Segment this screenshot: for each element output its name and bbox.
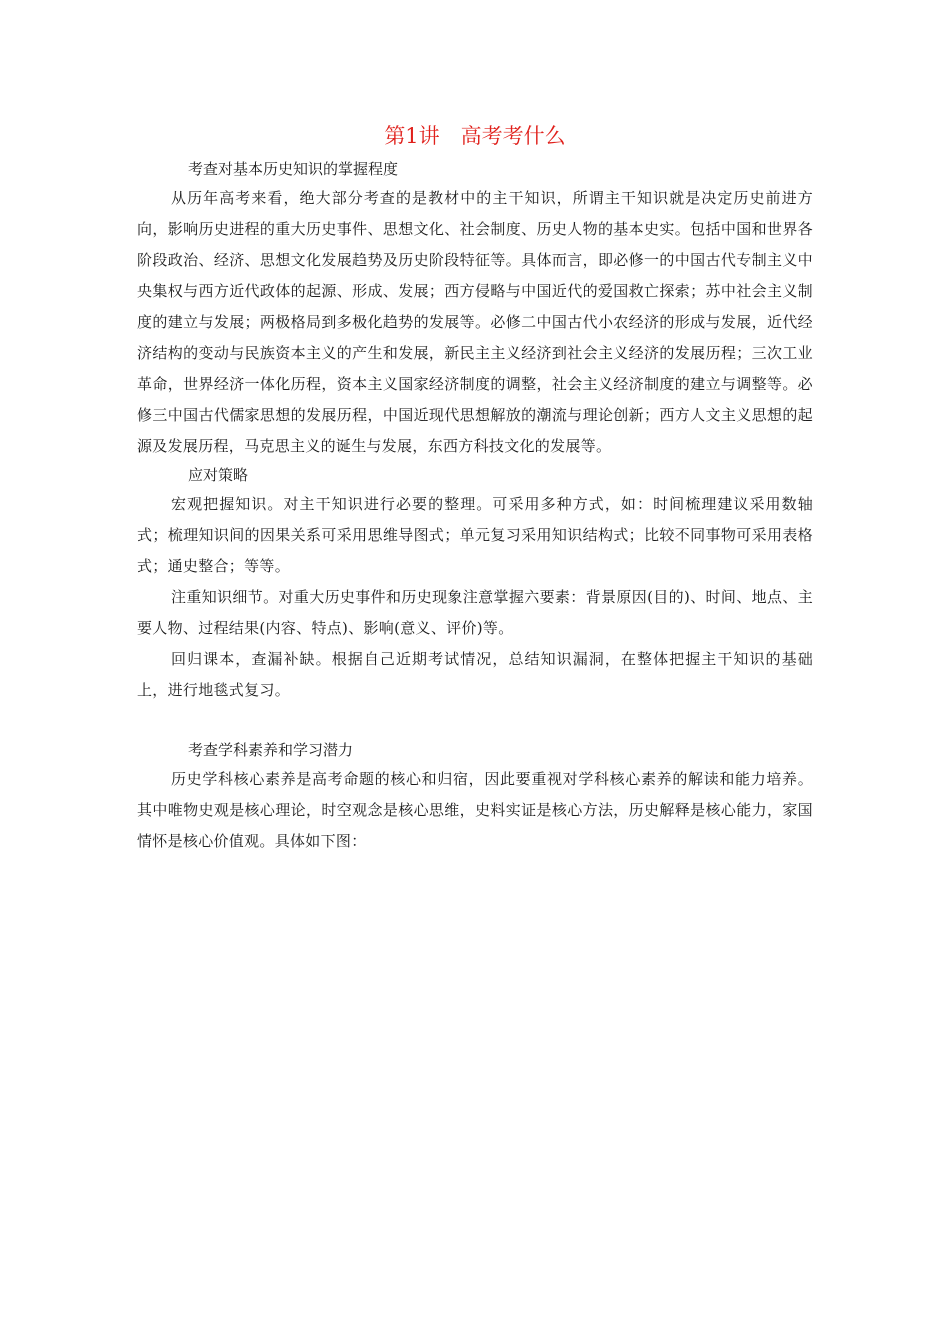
section-paragraph-literacy: 历史学科核心素养是高考命题的核心和归宿，因此要重视对学科核心素养的解读和能力培养。其中唯物史观是核心理论，时空观念是核心思维，史料实证是核心方法，历史解释是核心能力，家国情怀是核心价值观。具体如下图：	[137, 770, 813, 850]
section-paragraph-basic-knowledge: 从历年高考来看，绝大部分考查的是教材中的主干知识，所谓主干知识就是决定历史前进方向，影响历史进程的重大历史事件、思想文化、社会制度、历史人物的基本史实。包括中国和世界各阶段政治、经济、思想文化发展趋势及历史阶段特征等。具体而言，即必修一的中国古代专制主义中央集权与西方近代政体的起源、形成、发展；西方侵略与中国近代的爱国救亡探索；苏中社会主义制度的建立与发展；两极格局到多极化趋势的发展等。必修二中国古代小农经济的形成与发展，近代经济结构的变动与民族资本主义的产生和发展，新民主主义经济到社会主义经济的发展历程；三次工业革命，世界经济一体化历程，资本主义国家经济制度的调整，社会主义经济制度的建立与调整等。必修三中国古代儒家思想的发展历程，中国近现代思想解放的潮流与理论创新；西方人文主义思想的起源及发展历程，马克思主义的诞生与发展，东西方科技文化的发展等。	[137, 189, 813, 455]
section-heading-basic-knowledge: 考查对基本历史知识的掌握程度	[188, 160, 399, 178]
section-heading-strategy: 应对策略	[188, 466, 249, 484]
page-title: 第1讲 高考考什么	[384, 124, 566, 148]
section-heading-literacy: 考查学科素养和学习潜力	[188, 741, 354, 759]
strategy-paragraph-review: 回归课本，查漏补缺。根据自己近期考试情况，总结知识漏洞，在整体把握主干知识的基础上，进行地毯式复习。	[137, 650, 813, 699]
document-page	[137, 118, 813, 857]
strategy-paragraph-details: 注重知识细节。对重大历史事件和历史现象注意掌握六要素：背景原因(目的)、时间、地点、主要人物、过程结果(内容、特点)、影响(意义、评价)等。	[137, 588, 813, 637]
strategy-paragraph-macro: 宏观把握知识。对主干知识进行必要的整理。可采用多种方式，如：时间梳理建议采用数轴式；梳理知识间的因果关系可采用思维导图式；单元复习采用知识结构式；比较不同事物可采用表格式；通史整合；等等。	[137, 495, 813, 575]
section-spacer	[137, 706, 813, 737]
